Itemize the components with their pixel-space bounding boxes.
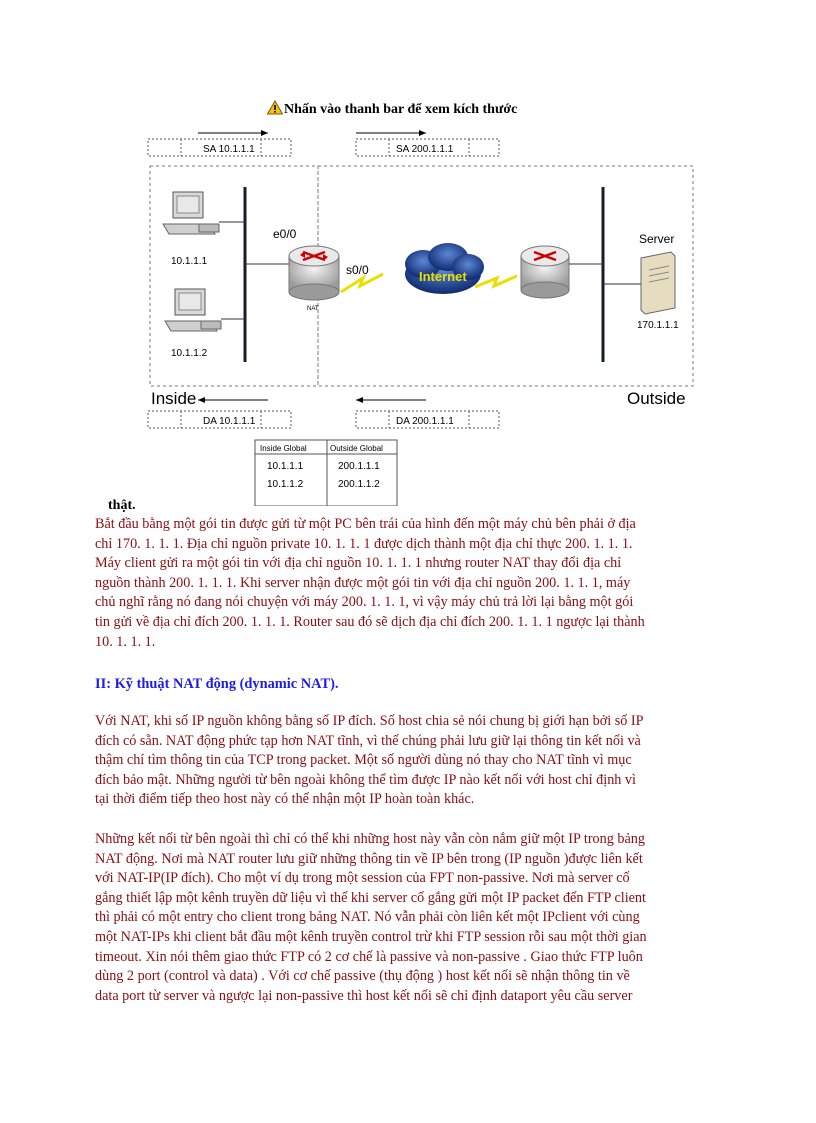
inside-label: Inside <box>151 389 197 408</box>
nat-label: NAT <box>307 306 319 312</box>
interface-s0-label: s0/0 <box>346 263 369 277</box>
text-line: thậm chí tìm thông tin của TCP trong packet. Một số người dùng nó thay cho NAT tĩnh vì mục <box>95 752 632 769</box>
text-line: thì phải có một entry cho client trong bảng NAT. Nó vẫn phải còn liên kết một IPclient với cùng <box>95 909 640 926</box>
text-line: đích có sẵn. NAT động phức tạp hơn NAT tĩnh, vì thế chúng phải lưu giữ lại thông tin kết nối và <box>95 732 641 749</box>
server-ip: 170.1.1.1 <box>637 320 679 331</box>
nat-table-header-inside: Inside Global <box>260 444 307 453</box>
text-line: tin gửi về địa chỉ đích 200. 1. 1. 1. Router sau đó sẽ dịch địa chỉ đích 200. 1. 1. 1 ngược lại thành <box>95 613 645 630</box>
text-line: chủ nghĩ rằng nó đang nói chuyện với máy 200. 1. 1. 1, vì vậy máy chủ trả lời lại bằng một gói <box>95 594 634 611</box>
outside-zone <box>318 166 693 386</box>
text-line: tại thời điểm tiếp theo host này có thể nhận một IP hoàn toàn khác. <box>95 791 475 808</box>
nat-table-cell: 200.1.1.1 <box>338 461 380 472</box>
paragraph-nat-example <box>95 515 725 652</box>
text-line: đích bảo mật. Những người từ bên ngoài không thể tìm được IP nào kết nối với host chỉ định vì <box>95 771 636 788</box>
text-line: nguồn thành 200. 1. 1. 1. Khi server nhận được một gói tin với địa chỉ nguồn 200. 1. 1. 1, máy <box>95 574 631 591</box>
pc2-ip: 10.1.1.2 <box>171 348 208 359</box>
notice-text: Nhấn vào thanh bar để xem kích thước <box>284 102 518 117</box>
text-line: Bắt đầu bằng một gói tin được gửi từ một PC bên trái của hình đến một máy chủ bên phải ở địa <box>95 516 636 532</box>
text-line: data port từ server và ngược lại non-passive thì host kết nối sẽ chỉ định dataport yêu cầu server <box>95 987 633 1004</box>
text-line: chỉ 170. 1. 1. 1. Địa chỉ nguồn private 10. 1. 1. 1 được dịch thành một địa chỉ thực 200. 1. 1. 1. <box>95 535 633 552</box>
internet-label: Internet <box>419 269 467 284</box>
text-line: Máy client gửi ra một gói tin với địa chỉ nguồn 10. 1. 1. 1 nhưng router NAT thay đổi địa chỉ <box>95 555 622 572</box>
text-line: NAT động. Nơi mà NAT router lưu giữ những thông tin về IP bên trong (IP nguồn )được liên kết <box>95 850 643 867</box>
outside-router-icon <box>521 246 569 298</box>
da-inside-label: DA 10.1.1.1 <box>203 416 256 427</box>
nat-table-header-outside: Outside Global <box>330 444 383 453</box>
text-line: Những kết nối từ bên ngoài thì chỉ có thể khi những host này vẫn còn nắm giữ một IP trong bảng <box>95 831 645 847</box>
text-line: 10. 1. 1. 1. <box>95 633 156 650</box>
text-line: timeout. Xin nói thêm giao thức FTP có 2 cơ chế là passive và non-passive . Giao thức FTP luôn <box>95 948 643 965</box>
nat-table-cell: 200.1.1.2 <box>338 479 380 490</box>
text-line: gắng thiết lập một kênh truyền dữ liệu vì thế khi server cố gắng gửi một IP packet đến FTP client <box>95 889 646 906</box>
server-icon <box>641 252 675 314</box>
pc1-icon <box>163 192 219 234</box>
text-line: Với NAT, khi số IP nguồn không bằng số IP đích. Số host chia sẻ nói chung bị giới hạn bởi số IP <box>95 713 644 729</box>
section-heading: II: Kỹ thuật NAT động (dynamic NAT). <box>95 676 339 692</box>
pc2-icon <box>165 289 221 331</box>
sa-outside-box <box>356 139 499 156</box>
sa-inside-box <box>148 139 291 156</box>
paragraph-dynamic-nat-connections <box>95 830 725 1006</box>
nat-table-cell: 10.1.1.1 <box>267 461 304 472</box>
nat-network-diagram <box>143 124 703 506</box>
diagram-notice[interactable] <box>267 100 517 118</box>
paragraph-dynamic-nat-intro <box>95 712 725 810</box>
da-outside-box <box>356 411 499 428</box>
nat-table-cell: 10.1.1.2 <box>267 479 304 490</box>
server-label: Server <box>639 232 675 246</box>
da-inside-box <box>148 411 291 428</box>
text-line: với NAT-IP(IP đích). Cho một ví dụ trong một session của FPT non-passive. Nơi mà server cố <box>95 870 630 887</box>
fragment-text: thật. <box>108 498 136 513</box>
sa-outside-label: SA 200.1.1.1 <box>396 144 454 155</box>
text-line: một NAT-IPs khi client bắt đầu một kênh truyền control trừ khi FTP session rỗi sau một thời gian <box>95 928 647 945</box>
da-outside-label: DA 200.1.1.1 <box>396 416 454 427</box>
interface-e0-label: e0/0 <box>273 227 297 241</box>
nat-router-icon <box>289 246 339 300</box>
warning-icon <box>267 100 283 115</box>
pc1-ip: 10.1.1.1 <box>171 256 208 267</box>
nat-table <box>255 440 397 506</box>
sa-inside-label: SA 10.1.1.1 <box>203 144 255 155</box>
outside-label: Outside <box>627 389 686 408</box>
text-line: dùng 2 port (control và data) . Với cơ chế passive (thụ động ) host kết nối sẽ nhận thông tin về <box>95 968 630 985</box>
